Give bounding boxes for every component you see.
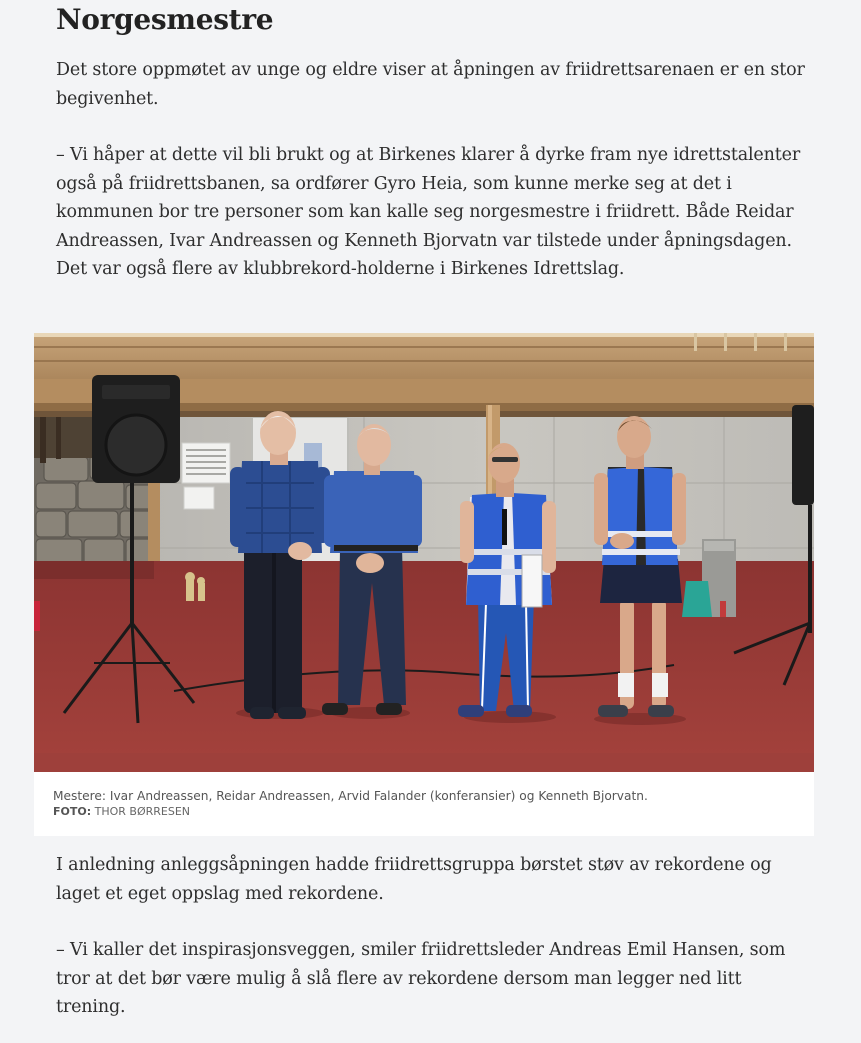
article-paragraph: Det store oppmøtet av unge og eldre viser at åpningen av friidrettsarenaen er en stor begivenhet. (56, 60, 805, 109)
photo-credit-name: THOR BØRRESEN (94, 805, 191, 818)
article-figure (34, 333, 814, 836)
photo-credit-label: FOTO: (53, 805, 92, 818)
article-photo[interactable] (34, 333, 814, 772)
article-paragraph: – Vi håper at dette vil bli brukt og at Birkenes klarer å dyrke fram nye idrettstalenter også på friidrettsbanen, sa ordfører Gyro Heia, som kunne merke seg at det i kommunen bor tre personer som kan kalle seg norgesmestre i friidrett. Både Reidar Andreassen, Ivar Andreassen og Kenneth Bjorvatn var tilstede under åpningsdagen. Det var også flere av klubbrekord-holderne i Birkenes Idrettslag. (56, 145, 801, 280)
article-paragraph: – Vi kaller det inspirasjonsveggen, smiler friidrettsleder Andreas Emil Hansen, som tror at det bør være mulig å slå flere av rekordene dersom man legger ned litt trening. (56, 940, 786, 1018)
photo-credit (53, 805, 190, 819)
article-paragraph: I anledning anleggsåpningen hadde friidrettsgruppa børstet støv av rekordene og laget et eget oppslag med rekordene. (56, 855, 772, 904)
photo-caption: Mestere: Ivar Andreassen, Reidar Andreassen, Arvid Falander (konferansier) og Kenneth Bjorvatn. (53, 789, 648, 803)
section-heading: Norgesmestre (56, 3, 274, 36)
